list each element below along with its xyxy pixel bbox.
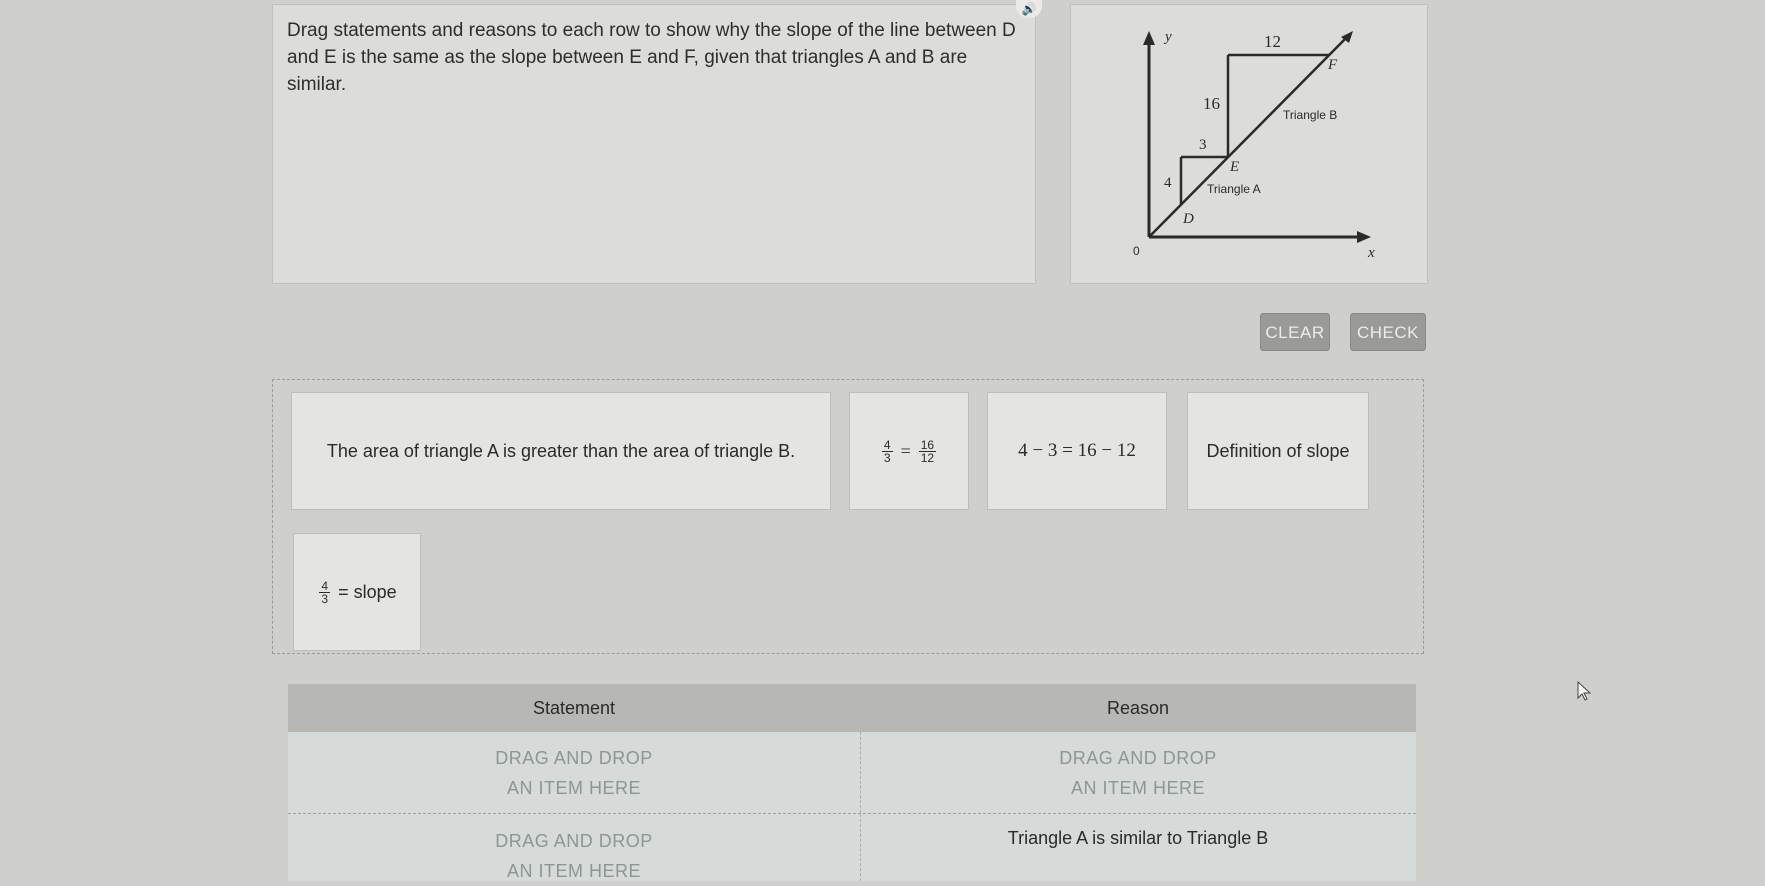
label-12: 12 (1264, 32, 1281, 51)
fraction-4-3 (882, 439, 893, 464)
line-DF (1149, 35, 1349, 237)
tile-ratio-equation[interactable] (849, 392, 969, 510)
numerator: 4 (883, 437, 891, 452)
tile-definition-text: Definition of slope (1206, 440, 1350, 461)
x-axis-label: x (1368, 245, 1375, 261)
point-d-label: D (1183, 211, 1194, 227)
drop-text-line2: AN ITEM HERE (506, 778, 641, 798)
check-button[interactable]: CHECK (1350, 313, 1426, 351)
tile-difference-text: 4 − 3 = 16 − 12 (1018, 440, 1136, 461)
y-axis-label: y (1165, 29, 1172, 45)
slope-text: = slope (338, 581, 397, 602)
clear-button[interactable]: CLEAR (1260, 313, 1330, 351)
drop-text-line1: DRAG AND DROP (495, 831, 653, 851)
point-f-label: F (1328, 57, 1338, 73)
drop-text-line1: DRAG AND DROP (495, 748, 653, 768)
drop-zone-reason-1[interactable] (860, 732, 1416, 814)
triangle-figure (1071, 5, 1429, 285)
tile-area-text: The area of triangle A is greater than the area of triangle B. (326, 440, 796, 461)
drop-text-line2: AN ITEM HERE (506, 861, 641, 881)
denominator: 3 (321, 591, 329, 606)
drop-zone-statement-2[interactable] (288, 814, 860, 881)
triangle-b-label: Triangle B (1283, 108, 1338, 122)
tile-difference-equation[interactable] (987, 392, 1167, 510)
drop-text-line1: DRAG AND DROP (1059, 748, 1217, 768)
table-row (288, 814, 1416, 881)
point-e-label: E (1230, 159, 1240, 175)
x-axis-arrow (1357, 231, 1371, 243)
label-4: 4 (1164, 175, 1172, 191)
tile-area-statement[interactable] (291, 392, 831, 510)
statement-reason-table (288, 684, 1416, 881)
header-statement: Statement (532, 698, 616, 718)
numerator: 16 (920, 437, 935, 452)
header-reason: Reason (1106, 698, 1170, 718)
reason-filled-2[interactable] (860, 814, 1416, 881)
drop-text-line2: AN ITEM HERE (1070, 778, 1205, 798)
tile-slope-fraction[interactable] (293, 533, 421, 651)
tile-definition-of-slope[interactable] (1187, 392, 1369, 510)
figure-panel (1070, 4, 1428, 284)
equals-sign: = (900, 440, 911, 461)
label-3: 3 (1199, 137, 1207, 153)
reason-text: Triangle A is similar to Triangle B (1007, 828, 1269, 848)
speaker-icon[interactable]: 🔊 (1016, 0, 1042, 18)
triangle-a-label: Triangle A (1207, 182, 1261, 196)
table-row (288, 732, 1416, 814)
denominator: 3 (883, 450, 891, 465)
fraction-4-3 (319, 580, 330, 605)
y-axis-arrow (1143, 31, 1155, 45)
label-16: 16 (1203, 94, 1220, 113)
question-text: Drag statements and reasons to each row to show why the slope of the line between D and E is the same as the slope between E and F, given that triangles A and B are similar. (287, 20, 1016, 95)
fraction-16-12 (919, 439, 936, 464)
origin-label: 0 (1133, 244, 1140, 258)
mouse-cursor-icon (1576, 680, 1594, 702)
table-header (288, 684, 1416, 732)
denominator: 12 (920, 450, 935, 465)
question-panel (272, 4, 1036, 284)
drop-zone-statement-1[interactable] (288, 732, 860, 814)
numerator: 4 (321, 578, 329, 593)
item-bank (272, 379, 1424, 654)
